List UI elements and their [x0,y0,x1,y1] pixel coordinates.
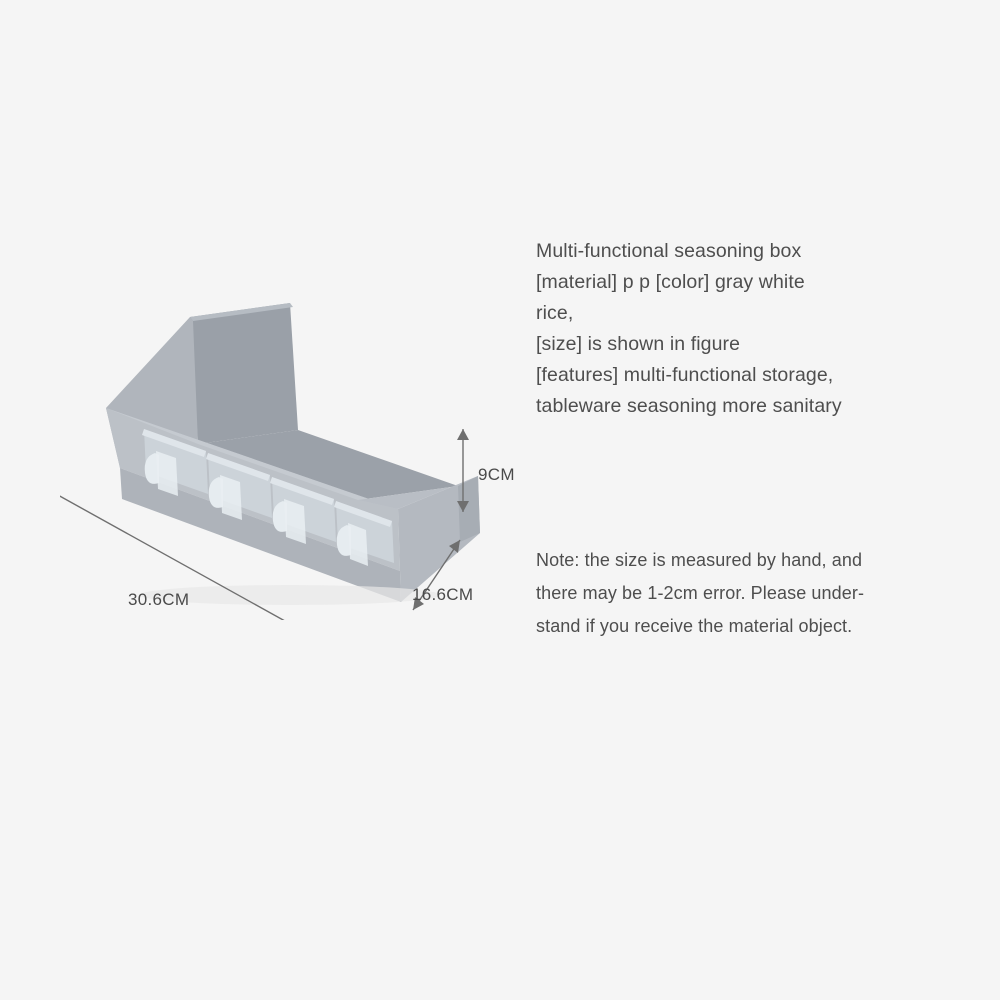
description-line-5: [features] multi-functional storage, [536,364,834,386]
description-line-6: tableware seasoning more sanitary [536,395,842,417]
description-line-2: [material] p p [color] gray white [536,271,805,293]
dimension-depth-label: 16.6CM [412,585,474,604]
box-back-wall [190,303,298,444]
size-note [536,544,984,643]
description-line-4: [size] is shown in figure [536,333,741,355]
note-line-1: Note: the size is measured by hand, and [536,550,863,570]
dimension-height-label: 9CM [478,465,515,484]
box-right-wall [458,476,480,542]
note-line-3: stand if you receive the material object. [536,616,853,636]
description-line-3: rice, [536,302,574,324]
description-column [536,236,986,422]
dimension-width-label: 30.6CM [128,590,190,609]
product-illustration [60,290,500,620]
description-line-1: Multi-functional seasoning box [536,240,802,262]
note-line-2: there may be 1-2cm error. Please under- [536,583,865,603]
product-description [536,236,986,422]
